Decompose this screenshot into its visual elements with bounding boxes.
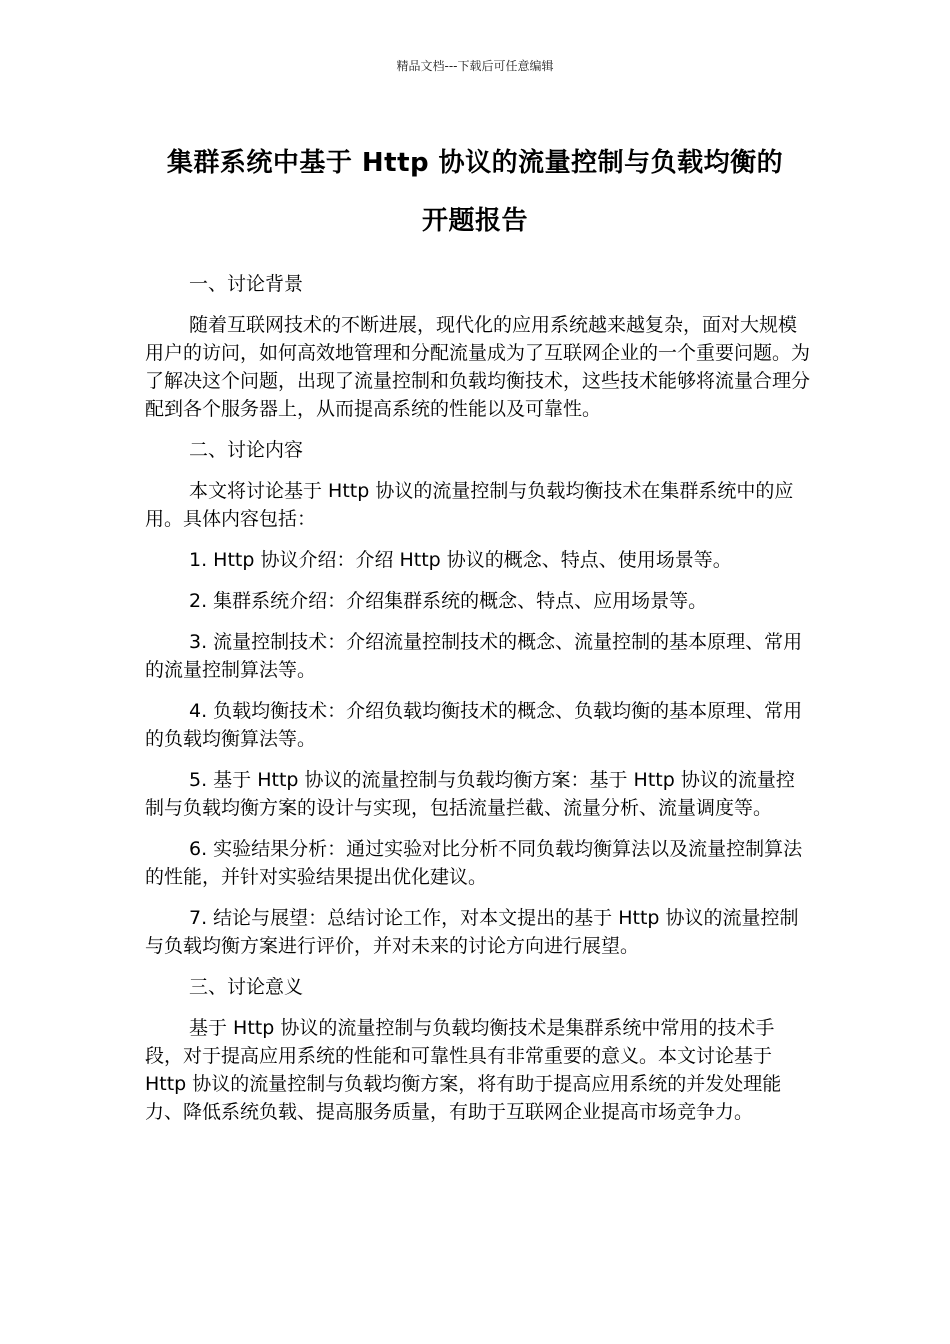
paragraph-significance: 基于 Http 协议的流量控制与负载均衡技术是集群系统中常用的技术手段，对于提高应用系统的性能和可靠性具有非常重要的意义。本文讨论基于 Http 协议的流量控制与负载均衡方案，将有助于提高应用系统的并发处理能力、降低系统负载、提高服务质量，有助于互联网企业提高市场竞争力。	[145, 1017, 782, 1123]
section-heading-content: 二、讨论内容	[189, 439, 304, 461]
list-item: 3. 流量控制技术：介绍流量控制技术的概念、流量控制的基本原理、常用的流量控制算法等。	[145, 631, 803, 681]
document-body	[145, 270, 810, 1139]
section-heading-background: 一、讨论背景	[189, 273, 304, 295]
list-item: 7. 结论与展望：总结讨论工作，对本文提出的基于 Http 协议的流量控制与负载均衡方案进行评价，并对未来的讨论方向进行展望。	[145, 907, 799, 957]
paragraph-content-intro: 本文将讨论基于 Http 协议的流量控制与负载均衡技术在集群系统中的应用。具体内容包括：	[145, 480, 794, 530]
list-item: 1. Http 协议介绍：介绍 Http 协议的概念、特点、使用场景等。	[189, 549, 732, 571]
title-line-1: 集群系统中基于 Http 协议的流量控制与负载均衡的	[166, 148, 784, 178]
section-heading-significance: 三、讨论意义	[189, 976, 304, 998]
document-title	[140, 134, 810, 250]
header-note: 精品文档---下载后可任意编辑	[396, 59, 554, 73]
title-line-2: 开题报告	[421, 206, 528, 236]
list-item: 6. 实验结果分析：通过实验对比分析不同负载均衡算法以及流量控制算法的性能，并针对实验结果提出优化建议。	[145, 838, 803, 888]
list-item: 5. 基于 Http 协议的流量控制与负载均衡方案：基于 Http 协议的流量控制与负载均衡方案的设计与实现，包括流量拦截、流量分析、流量调度等。	[145, 769, 795, 819]
paragraph-background: 随着互联网技术的不断进展，现代化的应用系统越来越复杂，面对大规模用户的访问，如何高效地管理和分配流量成为了互联网企业的一个重要问题。为了解决这个问题，出现了流量控制和负载均衡技术，这些技术能够将流量合理分配到各个服务器上，从而提高系统的性能以及可靠性。	[145, 314, 811, 420]
list-item: 2. 集群系统介绍：介绍集群系统的概念、特点、应用场景等。	[189, 590, 708, 612]
list-item: 4. 负载均衡技术：介绍负载均衡技术的概念、负载均衡的基本原理、常用的负载均衡算法等。	[145, 700, 803, 750]
